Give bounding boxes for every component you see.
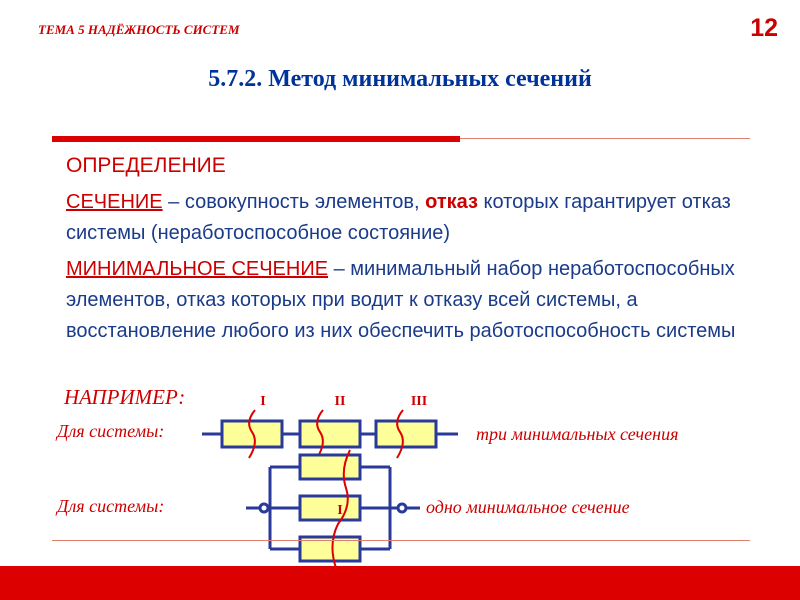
parallel-element-label: I	[337, 503, 343, 518]
system1-label: Для системы:	[57, 421, 165, 441]
parallel-element-top	[300, 455, 360, 479]
definition-heading: ОПРЕДЕЛЕНИЕ	[66, 154, 226, 177]
system2-note: одно минимальное сечение	[426, 497, 630, 517]
min-cut-term: МИНИМАЛЬНОЕ СЕЧЕНИЕ	[66, 258, 329, 280]
min-cut-text: – минимальный набор неработоспособных элементов, отказ которых при водит к отказу всей системы, а восстановление любого из них обеспечить работоспособность системы	[66, 258, 736, 342]
series-element-3	[376, 421, 436, 447]
bottom-rule	[52, 540, 750, 541]
cut-term: СЕЧЕНИЕ	[66, 191, 163, 213]
footer-bar	[0, 566, 800, 600]
topic-label: ТЕМА 5 НАДЁЖНОСТЬ СИСТЕМ	[38, 22, 240, 37]
parallel-output-terminal	[398, 504, 406, 512]
example-label: НАПРИМЕР:	[64, 385, 186, 409]
series-element-2-label: II	[334, 394, 346, 409]
series-element-3-label: III	[410, 394, 428, 409]
series-element-1	[222, 421, 282, 447]
page-title: 5.7.2. Метод минимальных сечений	[208, 66, 592, 92]
series-system-diagram	[202, 421, 458, 447]
system2-label: Для системы:	[57, 496, 165, 516]
slide-number: 12	[750, 14, 778, 42]
system1-note: три минимальных сечения	[476, 424, 679, 444]
cut-text-2: которых гарантирует отказ системы (неработоспособное состояние)	[66, 191, 731, 244]
parallel-element-mid	[300, 496, 360, 520]
series-element-2	[300, 421, 360, 447]
series-element-1-label: I	[260, 394, 266, 409]
cut-text-1: – совокупность элементов,	[162, 191, 426, 213]
parallel-input-terminal	[260, 504, 268, 512]
cut-failure-word: отказ	[425, 191, 478, 213]
